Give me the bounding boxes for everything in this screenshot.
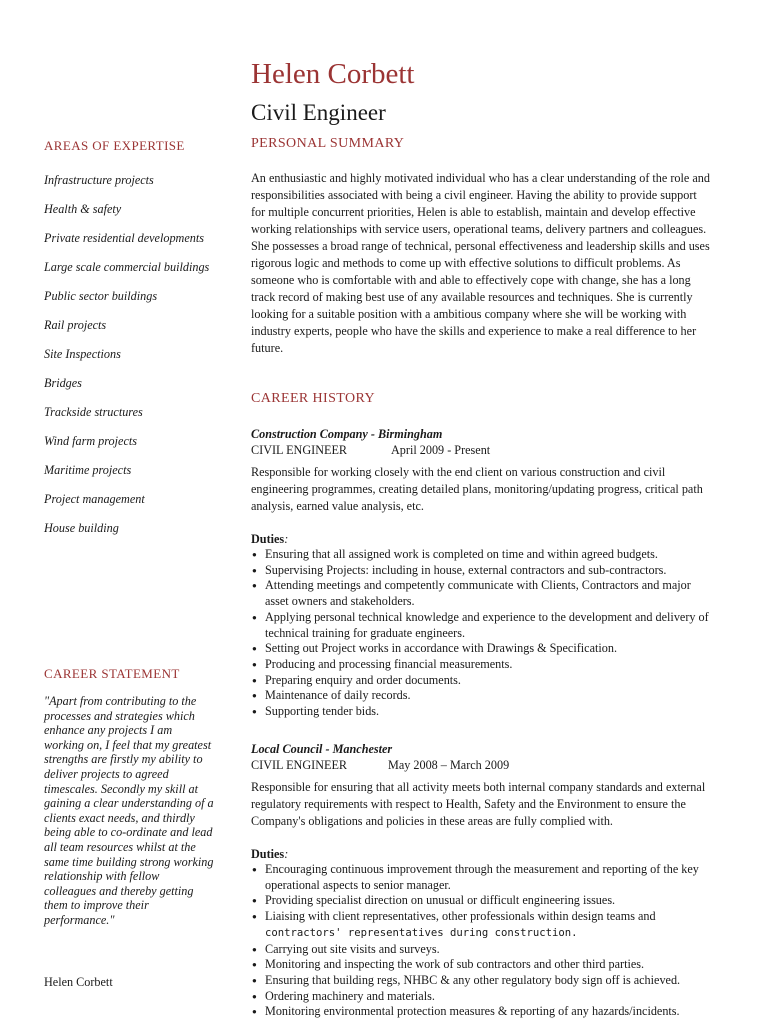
duty-item: ● Producing and processing financial measurements. <box>251 657 711 673</box>
duties-label-text: Duties <box>251 532 285 546</box>
personal-summary-text: An enthusiastic and highly motivated individual who has a clear understanding of the role and responsibilities associated with being a civil engineer. Having the ability to provide support for multiple concurrent priorities, Helen is able to establish, maintain and develop effective working relationships with service users, operational teams, delivery partners and colleagues. She possesses a broad range of technical, personal effectiveness and leadership skills and uses rigorous logic and methods to come up with effective solutions to difficult problems. As someone who is comfortable with and able to effectively cope with change, she has a long track record of making best use of any available resources and techniques. She is currently looking for a suitable position with a ambitious company where she will be working with industry experts, people who have the skills and experience to make a real difference to her future. <box>251 171 710 355</box>
duty-item: ● Providing specialist direction on unusual or difficult engineering issues. <box>251 893 711 909</box>
expertise-item: Project management <box>44 492 145 506</box>
role-line <box>251 442 711 458</box>
expertise-item: Health & safety <box>44 202 122 216</box>
career-statement-text: "Apart from contributing to the processes and strategies which enhance any projects I am working on, I feel that my greatest strengths are firstly my ability to deliver projects to agreed timescales. Secondly my skill at gaining a clear understanding of a clients exact needs, and thirdly being able to co-ordinate and lead all team resources whilst at the same time building strong working relationship with fellow colleagues and thereby getting them to improve their performance." <box>44 694 214 927</box>
duties-list <box>251 862 711 1020</box>
job-entry <box>251 741 711 1020</box>
job-entry <box>251 426 711 720</box>
duties-colon: : <box>284 532 289 546</box>
duty-item-note: contractors' representatives during construction. <box>265 926 578 939</box>
employer: Construction Company - Birmingham <box>251 427 443 441</box>
expertise-heading: AREAS OF EXPERTISE <box>44 138 185 153</box>
duty-item: ● Ordering machinery and materials. <box>251 989 711 1005</box>
duties-colon: : <box>284 847 289 861</box>
signature-name: Helen Corbett <box>44 975 113 989</box>
duty-item <box>251 909 711 941</box>
expertise-item: Bridges <box>44 376 82 390</box>
employer: Local Council - Manchester <box>251 742 393 756</box>
expertise-item: Public sector buildings <box>44 289 158 303</box>
job-title: Civil Engineer <box>251 100 386 125</box>
duties-list <box>251 547 711 720</box>
expertise-item: Maritime projects <box>44 463 132 477</box>
expertise-item: Trackside structures <box>44 405 143 419</box>
expertise-list <box>44 173 219 550</box>
expertise-item: Large scale commercial buildings <box>44 260 210 274</box>
duty-item: ● Monitoring and inspecting the work of sub contractors and other third parties. <box>251 957 711 973</box>
duty-item: ● Maintenance of daily records. <box>251 688 711 704</box>
career-statement-heading: CAREER STATEMENT <box>44 666 180 681</box>
duty-item: ● Carrying out site visits and surveys. <box>251 942 711 958</box>
dates: April 2009 - Present <box>391 443 491 457</box>
expertise-item: Private residential developments <box>44 231 204 245</box>
duty-item: ● Monitoring environmental protection measures & reporting of any hazards/incidents. <box>251 1004 711 1020</box>
person-name: Helen Corbett <box>251 58 415 90</box>
duty-item: ● Encouraging continuous improvement through the measurement and reporting of the key operational aspects to senior manager. <box>251 862 711 893</box>
role: CIVIL ENGINEER <box>251 443 348 457</box>
duty-item: ● Supporting tender bids. <box>251 704 711 720</box>
role: CIVIL ENGINEER <box>251 758 348 772</box>
duties-label-text: Duties <box>251 847 285 861</box>
duties-label <box>251 846 711 862</box>
duty-item: ● Supervising Projects: including in house, external contractors and sub-contractors. <box>251 563 711 579</box>
duty-item-text: Liaising with client representatives, other professionals within design teams and <box>265 909 656 924</box>
career-history-heading: CAREER HISTORY <box>251 391 375 406</box>
expertise-item: Rail projects <box>44 318 107 332</box>
responsibility: Responsible for ensuring that all activity meets both internal company standards and external regulatory requirements with respect to Health, Safety and the Environment to ensure the Company's obligations and policies in these areas are fully complied with. <box>251 780 706 828</box>
duties-label <box>251 531 711 547</box>
dates: May 2008 – March 2009 <box>388 758 510 772</box>
duty-item: ● Ensuring that building regs, NHBC & any other regulatory body sign off is achieved. <box>251 973 711 989</box>
duty-item: ● Attending meetings and competently communicate with Clients, Contractors and major asset owners and stakeholders. <box>251 578 711 609</box>
duty-item: ● Setting out Project works in accordance with Drawings & Specification. <box>251 641 711 657</box>
duty-item: ● Preparing enquiry and order documents. <box>251 673 711 689</box>
personal-summary-heading: PERSONAL SUMMARY <box>251 136 405 151</box>
expertise-item: Infrastructure projects <box>44 173 154 187</box>
duty-item: ● Applying personal technical knowledge and experience to the development and delivery of technical training for graduate engineers. <box>251 610 711 641</box>
expertise-item: Wind farm projects <box>44 434 137 448</box>
role-line <box>251 757 711 773</box>
expertise-item: House building <box>44 521 119 535</box>
responsibility: Responsible for working closely with the end client on various construction and civil engineering programmes, creating detailed plans, monitoring/updating progress, critical path analysis, earned value analysis, etc. <box>251 465 703 513</box>
duty-item: ● Ensuring that all assigned work is completed on time and within agreed budgets. <box>251 547 711 563</box>
expertise-item: Site Inspections <box>44 347 121 361</box>
